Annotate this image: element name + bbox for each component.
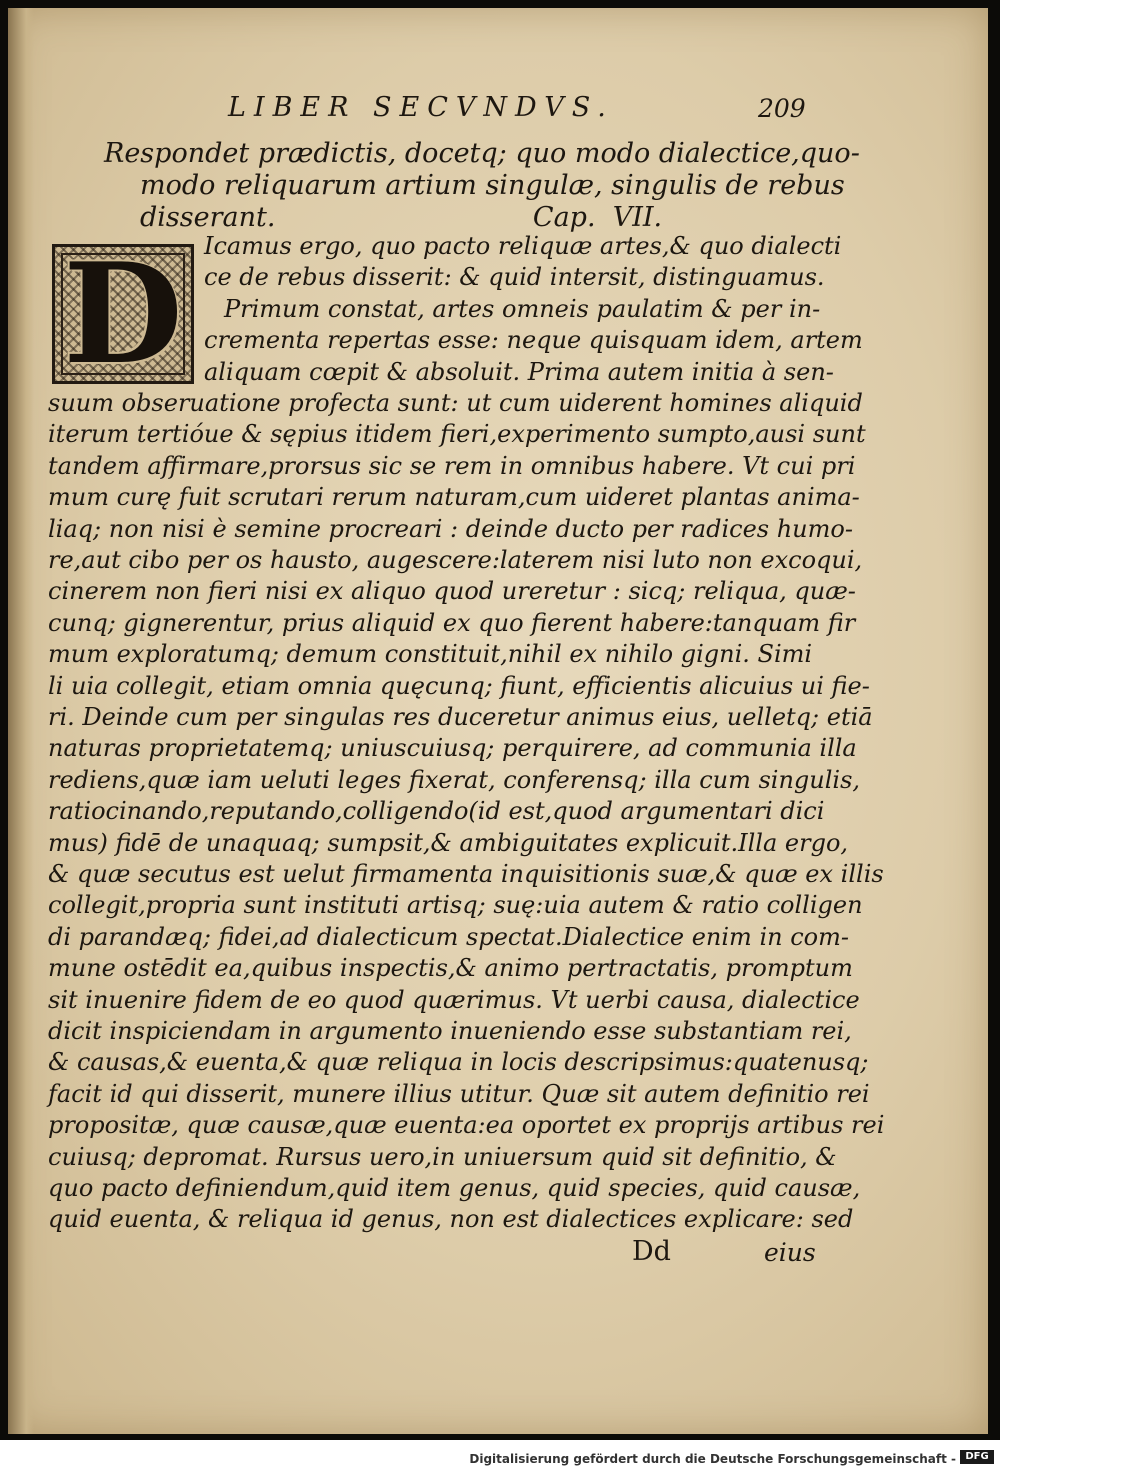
running-head: LIBER SECVNDVS. (228, 92, 614, 123)
body-text-line: crementa repertas esse: neque quisquam idem, artem (204, 326, 863, 354)
body-text-line: naturas proprietatemq; uniuscuiusq; perquirere, ad communia illa (48, 734, 857, 762)
body-text-line: mum curę fuit scrutari rerum naturam,cum uideret plantas anima- (48, 483, 860, 511)
initial-letter: D (63, 232, 183, 395)
body-text-line: cunq; gignerentur, prius aliquid ex quo fierent habere:tanquam fir (48, 609, 856, 637)
page-gutter (8, 8, 34, 1434)
body-text-line: liaq; non nisi è semine procreari : deinde ducto per radices humo- (48, 515, 853, 543)
dfg-logo: DFG (960, 1450, 994, 1464)
decorated-initial (52, 232, 194, 395)
body-text-line: sit inuenire fidem de eo quod quærimus. Vt uerbi causa, dialectice (48, 986, 860, 1014)
body-text-line: propositæ, quæ causæ,quæ euenta:ea oportet ex proprijs artibus rei (48, 1111, 885, 1139)
body-text-line: li uia collegit, etiam omnia quęcunq; fiunt, efficientis alicuius ui fie- (48, 672, 870, 700)
body-text-line: re,aut cibo per os hausto, augescere:laterem nisi luto non excoqui, (48, 546, 863, 574)
body-text-line: di parandæq; fidei,ad dialecticum spectat.Dialectice enim in com- (48, 923, 849, 951)
body-text-line: ratiocinando,reputando,colligendo(id est,quod argumentari dici (48, 797, 825, 825)
body-text-line: Primum constat, artes omneis paulatim & per in- (224, 295, 821, 323)
footer-bar (0, 1440, 1000, 1472)
body-text-line: cuiusq; depromat. Rursus uero,in uniuersum quid sit definitio, & (48, 1143, 837, 1171)
page-number: 209 (758, 94, 806, 123)
body-text-line: & causas,& euenta,& quæ reliqua in locis descripsimus:quatenusq; (48, 1048, 869, 1076)
body-text-line: aliquam cœpit & absoluit. Prima autem initia à sen- (204, 358, 834, 386)
body-text-line: ce de rebus disserit: & quid intersit, distinguamus. (204, 263, 825, 291)
chapter-heading-line: modo reliquarum artium singulæ, singulis de rebus (140, 170, 845, 201)
body-text-line: mum exploratumq; demum constituit,nihil ex nihilo gigni. Simi (48, 640, 813, 668)
body-text-line: & quæ secutus est uelut firmamenta inquisitionis suæ,& quæ ex illis (48, 860, 884, 888)
catchword: eius (764, 1238, 816, 1267)
chapter-heading-line: disserant. Cap. VII. (140, 202, 663, 233)
body-text-line: tandem affirmare,prorsus sic se rem in omnibus habere. Vt cui pri (48, 452, 856, 480)
body-text-line: Icamus ergo, quo pacto reliquæ artes,& quo dialecti (204, 232, 842, 260)
body-text-line: rediens,quæ iam ueluti leges fixerat, conferensq; illa cum singulis, (48, 766, 861, 794)
body-text-line: facit id qui disserit, munere illius utitur. Quæ sit autem definitio rei (48, 1080, 870, 1108)
body-text-line: quid euenta, & reliqua id genus, non est dialectices explicare: sed (48, 1205, 854, 1233)
body-text-line: mune ostēdit ea,quibus inspectis,& animo pertractatis, promptum (48, 954, 853, 982)
body-text-line: collegit,propria sunt instituti artisq; suę:uia autem & ratio colligen (48, 891, 863, 919)
funding-notice: Digitalisierung gefördert durch die Deutsche Forschungsgemeinschaft - (469, 1452, 956, 1466)
signature-mark: Dd (632, 1236, 671, 1267)
body-text-line: ri. Deinde cum per singulas res duceretur animus eius, uelletq; etiā (48, 703, 873, 731)
body-text-line: suum obseruatione profecta sunt: ut cum uiderent homines aliquid (48, 389, 863, 417)
body-text-line: dicit inspiciendam in argumento inueniendo esse substantiam rei, (48, 1017, 852, 1045)
chapter-heading-line: Respondet prædictis, docetq; quo modo dialectice,quo- (104, 138, 860, 169)
body-text-line: cinerem non fieri nisi ex aliquo quod ureretur : sicq; reliqua, quæ- (48, 577, 856, 605)
body-text-line: iterum tertióue & sępius itidem fieri,experimento sumpto,ausi sunt (48, 420, 866, 448)
body-text-line: quo pacto definiendum,quid item genus, quid species, quid causæ, (48, 1174, 861, 1202)
body-text-line: mus) fidē de unaquaq; sumpsit,& ambiguitates explicuit.Illa ergo, (48, 829, 849, 857)
